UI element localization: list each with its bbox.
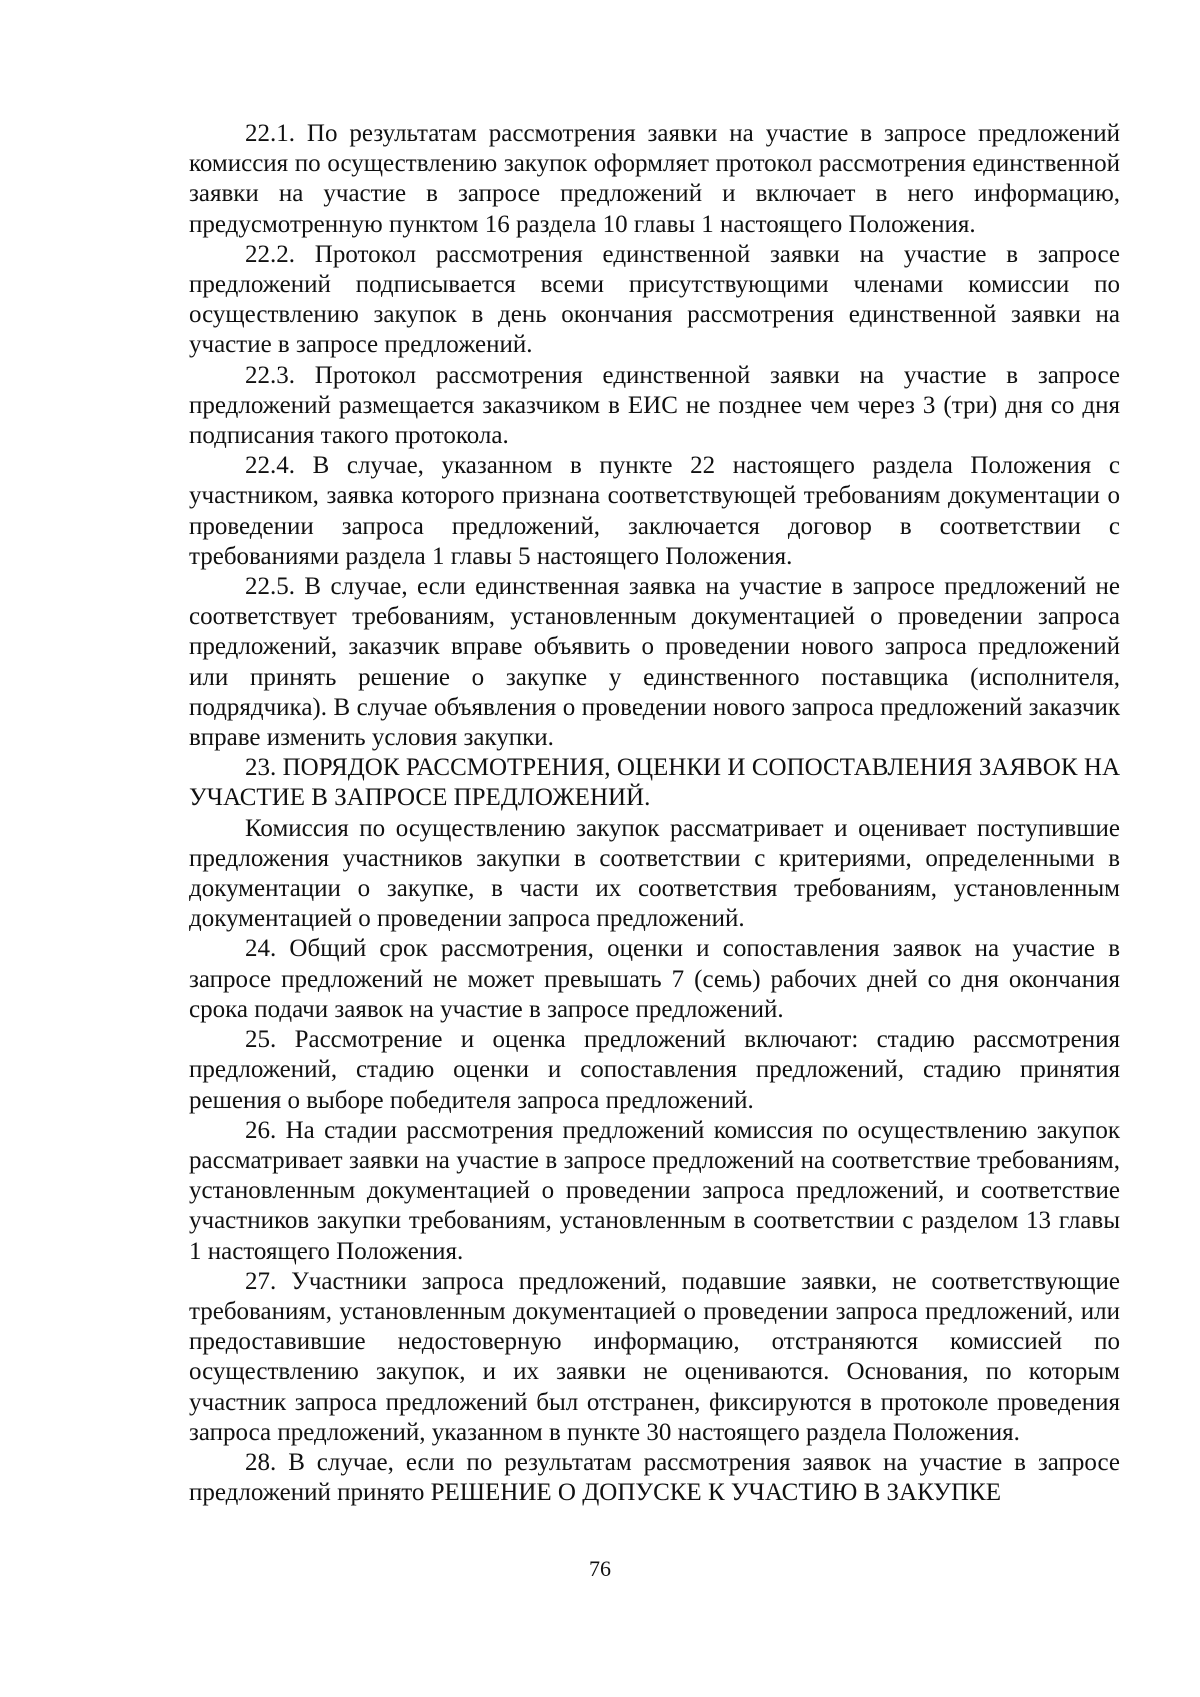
paragraph-22-2: 22.2. Протокол рассмотрения единственной заявки на участие в запросе предложений подписывается всеми присутствующими членами комиссии по осуществлению закупок в день окончания рассмотрения единственной заявки на участие в запросе предложений. bbox=[189, 240, 1120, 359]
paragraph-22-1: 22.1. По результатам рассмотрения заявки на участие в запросе предложений комиссия по осуществлению закупок оформляет протокол рассмотрения единственной заявки на участие в запросе предложений и включает в него информацию, предусмотренную пунктом 16 раздела 10 главы 1 настоящего Положения. bbox=[189, 120, 1120, 238]
paragraph-26: 26. На стадии рассмотрения предложений комиссия по осуществлению закупок рассматривает заявки на участие в запросе предложений на соответствие требованиям, установленным документацией о проведении запроса предложений, и соответствие участников закупки требованиям, установленным в соответствии с разделом 13 главы 1 настоящего Положения. bbox=[189, 1116, 1120, 1265]
paragraph-22-3: 22.3. Протокол рассмотрения единственной заявки на участие в запросе предложений размещается заказчиком в ЕИС не позднее чем через 3 (три) дня со дня подписания такого протокола. bbox=[189, 361, 1120, 450]
paragraph-25: 25. Рассмотрение и оценка предложений включают: стадию рассмотрения предложений, стадию оценки и сопоставления предложений, стадию принятия решения о выборе победителя запроса предложений. bbox=[189, 1026, 1120, 1114]
paragraph-22-5: 22.5. В случае, если единственная заявка на участие в запросе предложений не соответствует требованиям, установленным документацией о проведении запроса предложений, заказчик вправе объявить о проведении нового запроса предложений или принять решение о закупке у единственного поставщика (исполнителя, подрядчика). В случае объявления о проведении нового запроса предложений заказчик вправе изменить условия закупки. bbox=[189, 573, 1120, 752]
paragraph-27: 27. Участники запроса предложений, подавшие заявки, не соответствующие требованиям, установленным документацией о проведении запроса предложений, или предоставившие недостоверную информацию, отстраняются комиссией по осуществлению закупок, и их заявки не оцениваются. Основания, по которым участник запроса предложений был отстранен, фиксируются в протоколе проведения запроса предложений, указанном в пункте 30 настоящего раздела Положения. bbox=[189, 1267, 1120, 1446]
document-body bbox=[189, 119, 1120, 1508]
paragraph-23-body: Комиссия по осуществлению закупок рассматривает и оценивает поступившие предложения участников закупки в соответствии с критериями, определенными в документации о закупке, в части их соответствия требованиям, установленным документацией о проведении запроса предложений. bbox=[189, 814, 1120, 933]
paragraph-24: 24. Общий срок рассмотрения, оценки и сопоставления заявок на участие в запросе предложений не может превышать 7 (семь) рабочих дней со дня окончания срока подачи заявок на участие в запросе предложений. bbox=[189, 935, 1120, 1023]
paragraph-28: 28. В случае, если по результатам рассмотрения заявок на участие в запросе предложений принято РЕШЕНИЕ О ДОПУСКЕ К УЧАСТИЮ В ЗАКУПКЕ bbox=[189, 1448, 1120, 1507]
section-heading-23: 23. ПОРЯДОК РАССМОТРЕНИЯ, ОЦЕНКИ И СОПОСТАВЛЕНИЯ ЗАЯВОК НА УЧАСТИЕ В ЗАПРОСЕ ПРЕДЛОЖЕНИЙ. bbox=[189, 754, 1120, 812]
paragraph-22-4: 22.4. В случае, указанном в пункте 22 настоящего раздела Положения с участником, заявка которого признана соответствующей требованиям документации о проведении запроса предложений, заключается договор в соответствии с требованиями раздела 1 главы 5 настоящего Положения. bbox=[189, 452, 1120, 570]
page-number: 76 bbox=[589, 1556, 611, 1581]
